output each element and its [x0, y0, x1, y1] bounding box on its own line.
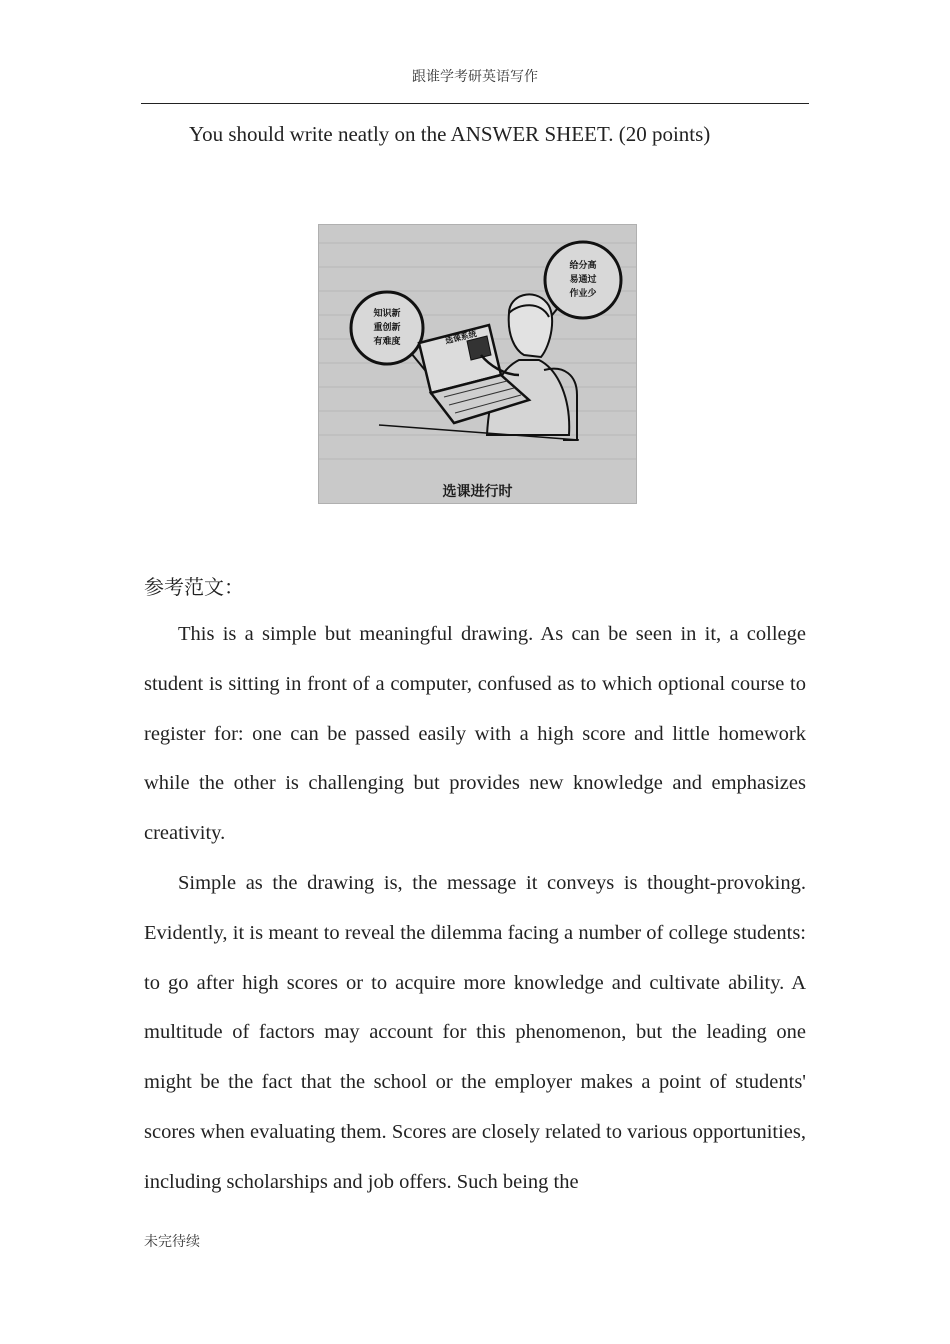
footer-note: 未完待续: [144, 1234, 200, 1250]
essay-paragraph: This is a simple but meaningful drawing. As can be seen in it, a college student is sitting in front of a computer, confused as to which optional course to register for: one can be passed easily with a high score and little homework while the other is challenging but provides new knowledge and emphasizes creativity.: [144, 623, 806, 845]
instruction-text: You should write neatly on the ANSWER SHEET. (20 points): [189, 122, 711, 146]
reference-title: 参考范文：: [144, 575, 244, 599]
left-bubble-text: 知识新 重创新 有难度: [373, 309, 401, 347]
cartoon-figure: [318, 224, 637, 504]
page-header: 跟谁学考研英语写作: [412, 69, 538, 85]
screen-label: 选课系统: [444, 329, 478, 346]
right-bubble-text: 给分高 易通过 作业少: [569, 261, 597, 299]
essay-paragraph: Simple as the drawing is, the message it conveys is thought-provoking. Evidently, it is meant to reveal the dilemma facing a number of college students: to go after high scores or to acquire more knowledge and cultivate ability. A multitude of factors may account for this phenomenon, but the leading one might be the fact that the school or the employer makes a point of students' scores when evaluating them. Scores are closely related to various opportunities, including scholarships and job offers. Such being the: [144, 871, 806, 1193]
figure-caption: 选课进行时: [442, 484, 513, 500]
header-divider: [141, 103, 809, 104]
essay-body: [144, 610, 806, 1208]
